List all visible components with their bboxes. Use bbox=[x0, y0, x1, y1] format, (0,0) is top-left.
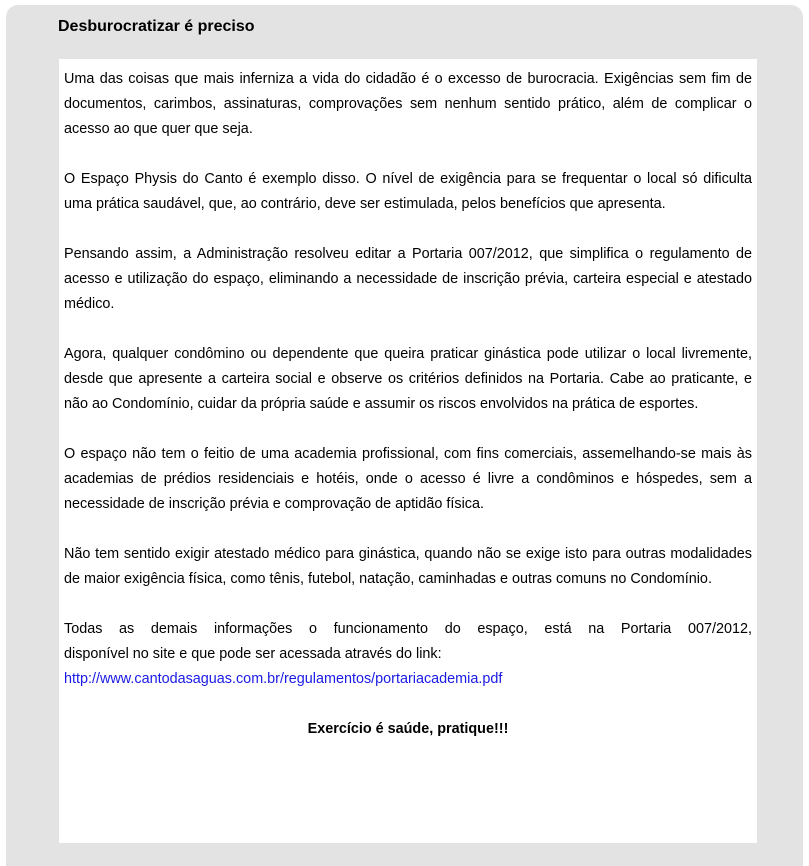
paragraph-more-info bbox=[64, 617, 752, 692]
paragraph-medical-certificate: Não tem sentido exigir atestado médico para ginástica, quando não se exige isto para outras modalidades de maior exigência física, como tênis, futebol, natação, caminhadas e outras comuns no Condomínio. bbox=[64, 546, 752, 587]
paragraph-ordinance: Pensando assim, a Administração resolveu editar a Portaria 007/2012, que simplifica o regulamento de acesso e utilização do espaço, eliminando a necessidade de inscrição prévia, carteira especial e atestado médico. bbox=[64, 246, 752, 312]
article-panel bbox=[6, 5, 803, 866]
article-body bbox=[59, 59, 757, 843]
paragraph-not-professional-gym: O espaço não tem o feitio de uma academia profissional, com fins comerciais, assemelhando-se mais às academias de prédios residenciais e hotéis, onde o acesso é livre a condôminos e hóspedes, sem a necessidade de inscrição prévia e comprovação de aptidão física. bbox=[64, 446, 752, 512]
ordinance-pdf-link[interactable]: http://www.cantodasaguas.com.br/regulamentos/portariacademia.pdf bbox=[64, 671, 503, 687]
page-title: Desburocratizar é preciso bbox=[58, 18, 255, 35]
paragraph-bureaucracy: Uma das coisas que mais inferniza a vida do cidadão é o excesso de burocracia. Exigências sem fim de documentos, carimbos, assinaturas, comprovações sem nenhum sentido prático, além de complicar o acesso ao que quer que seja. bbox=[64, 71, 752, 137]
more-info-line-1: Todas as demais informações o funcionamento do espaço, está na Portaria 007/2012, bbox=[64, 621, 752, 637]
paragraph-free-access: Agora, qualquer condômino ou dependente que queira praticar ginástica pode utilizar o local livremente, desde que apresente a carteira social e observe os critérios definidos na Portaria. Cabe ao praticante, e não ao Condomínio, cuidar da própria saúde e assumir os riscos envolvidos na prática de esportes. bbox=[64, 346, 752, 412]
closing-slogan: Exercício é saúde, pratique!!! bbox=[307, 721, 509, 737]
more-info-line-2: disponível no site e que pode ser acessada através do link: bbox=[64, 646, 442, 662]
paragraph-physis-space: O Espaço Physis do Canto é exemplo disso. O nível de exigência para se frequentar o local só dificulta uma prática saudável, que, ao contrário, deve ser estimulada, pelos benefícios que apresenta. bbox=[64, 171, 752, 212]
